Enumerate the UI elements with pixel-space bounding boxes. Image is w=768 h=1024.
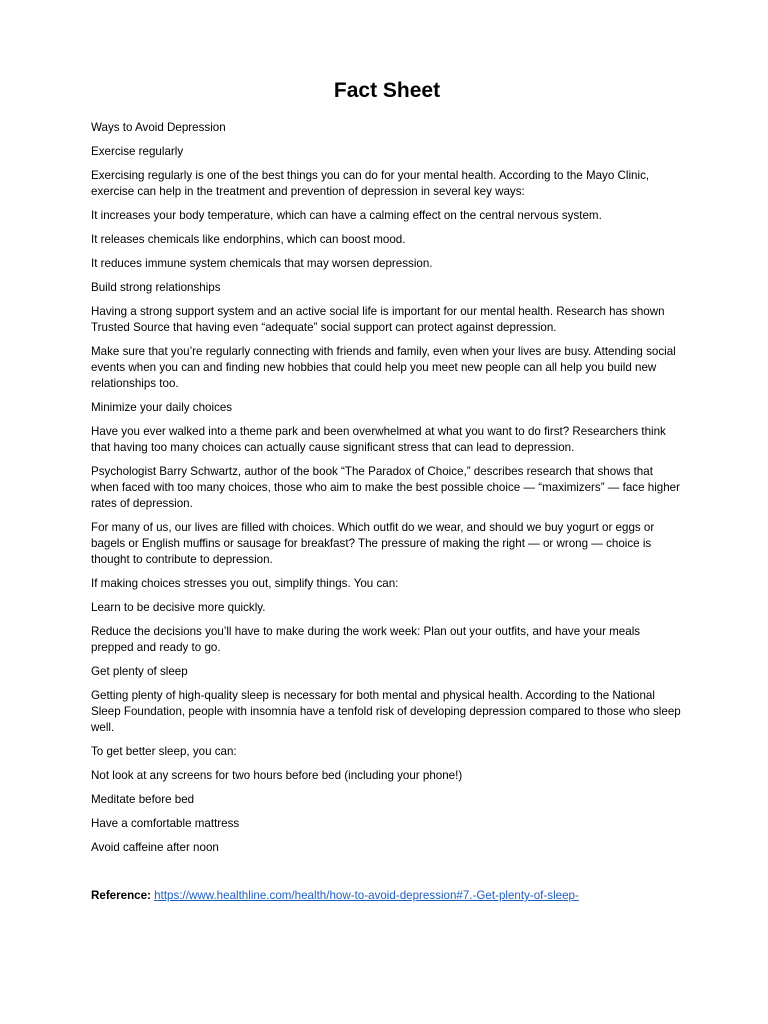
paragraph: Exercising regularly is one of the best things you can do for your mental health. According to the Mayo Clinic, exercise can help in the treatment and prevention of depression in several key ways: xyxy=(91,169,650,198)
paragraph: To get better sleep, you can: xyxy=(91,745,237,758)
page-title: Fact Sheet xyxy=(333,79,441,102)
section-heading-exercise: Exercise regularly xyxy=(91,145,184,158)
paragraph: Make sure that you’re regularly connecting with friends and family, even when your lives are busy. Attending social events when you can and finding new hobbies that could help you meet new people can all help you build new relationships too. xyxy=(91,345,676,390)
paragraph: It increases your body temperature, which can have a calming effect on the central nervous system. xyxy=(91,209,602,222)
paragraph: Learn to be decisive more quickly. xyxy=(91,601,266,614)
paragraph: Reduce the decisions you’ll have to make during the work week: Plan out your outfits, and have your meals prepped and ready to go. xyxy=(91,625,641,654)
paragraph: Avoid caffeine after noon xyxy=(91,841,219,854)
reference-line xyxy=(91,888,683,904)
section-heading-choices: Minimize your daily choices xyxy=(91,401,233,414)
paragraph: Psychologist Barry Schwartz, author of the book “The Paradox of Choice,” describes research that shows that when faced with too many choices, those who aim to make the best possible choice — “maximizers” — face higher rates of depression. xyxy=(91,465,680,510)
paragraph: Meditate before bed xyxy=(91,793,195,806)
paragraph: Not look at any screens for two hours before bed (including your phone!) xyxy=(91,769,463,782)
section-heading-ways: Ways to Avoid Depression xyxy=(91,121,226,134)
paragraph: Having a strong support system and an active social life is important for our mental health. Research has shown Trusted Source that having even “adequate” social support can protect against depression. xyxy=(91,305,665,334)
paragraph: It reduces immune system chemicals that may worsen depression. xyxy=(91,257,433,270)
paragraph: If making choices stresses you out, simplify things. You can: xyxy=(91,577,399,590)
section-heading-sleep: Get plenty of sleep xyxy=(91,665,188,678)
paragraph: For many of us, our lives are filled with choices. Which outfit do we wear, and should we buy yogurt or eggs or bagels or English muffins or sausage for breakfast? The pressure of making the right — or wrong — choice is thought to contribute to depression. xyxy=(91,521,655,566)
document-page xyxy=(91,78,683,904)
paragraph: Have you ever walked into a theme park and been overwhelmed at what you want to do first? Researchers think that having too many choices can actually cause significant stress that can lead to depression. xyxy=(91,425,666,454)
reference-link[interactable]: https://www.healthline.com/health/how-to-avoid-depression#7.-Get-plenty-of-sleep- xyxy=(154,889,579,902)
reference-label: Reference: xyxy=(91,889,151,902)
paragraph: Have a comfortable mattress xyxy=(91,817,240,830)
section-heading-relationships: Build strong relationships xyxy=(91,281,221,294)
paragraph: It releases chemicals like endorphins, which can boost mood. xyxy=(91,233,406,246)
paragraph: Getting plenty of high-quality sleep is necessary for both mental and physical health. According to the National Sleep Foundation, people with insomnia have a tenfold risk of developing depression compared to those who sleep well. xyxy=(91,689,681,734)
